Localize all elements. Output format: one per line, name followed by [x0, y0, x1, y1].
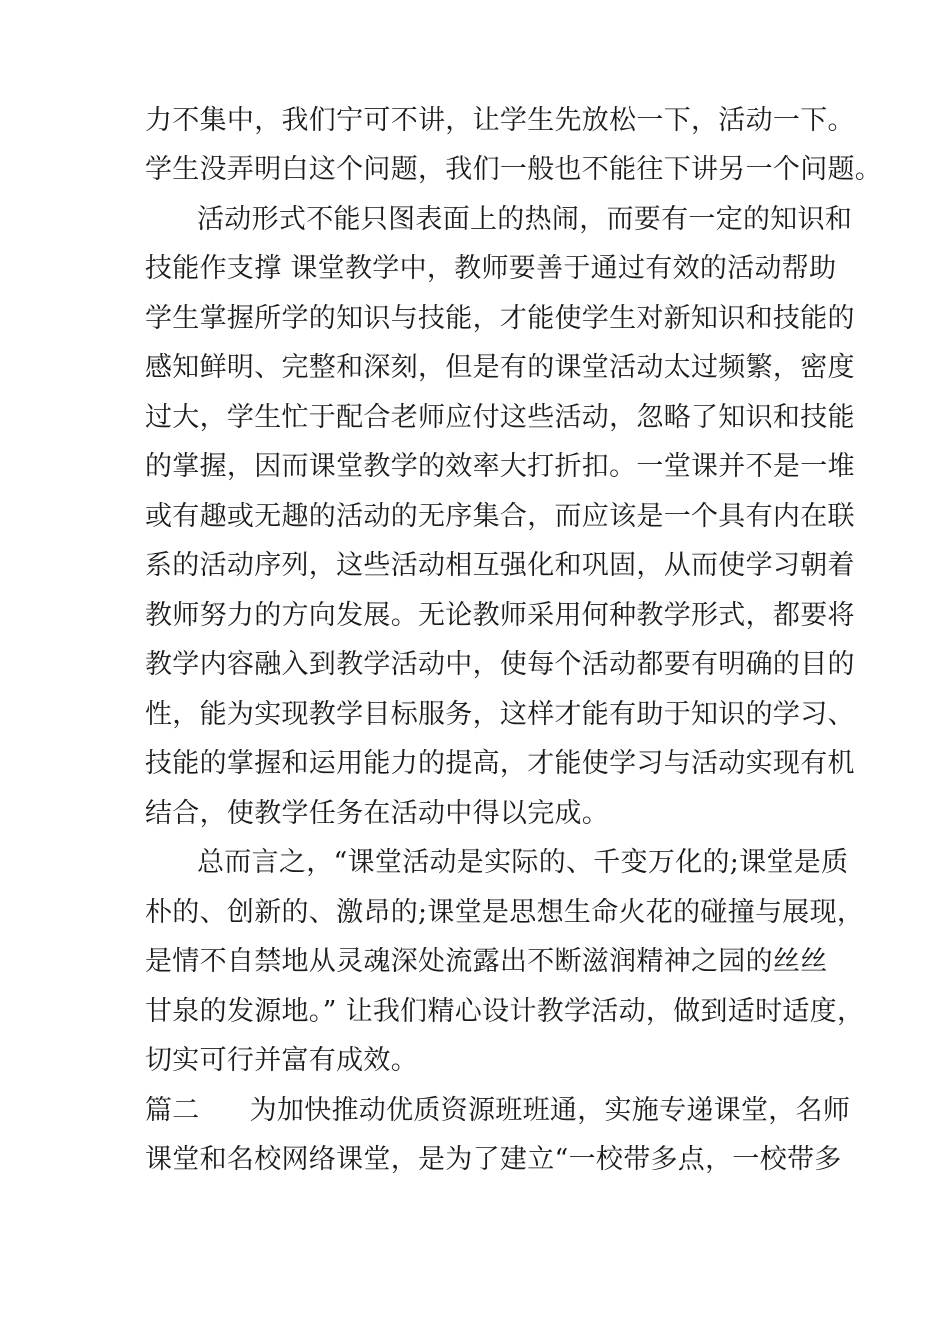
- text-line: 技能的掌握和运用能力的提高，才能使学习与活动实现有机: [145, 748, 855, 779]
- text-line: 甘泉的发源地。” 让我们精心设计教学活动，做到适时适度，: [145, 996, 865, 1027]
- text-line: 是情不自禁地从灵魂深处流露出不断滋润精神之园的丝丝: [145, 946, 828, 977]
- text-line: 学生没弄明白这个问题，我们一般也不能往下讲另一个问题。: [145, 154, 883, 185]
- text-line: 教学内容融入到教学活动中，使每个活动都要有明确的目的: [145, 649, 855, 680]
- text-line: 性，能为实现教学目标服务，这样才能有助于知识的学习、: [145, 699, 855, 730]
- paragraph-start-line: 总而言之，“课堂活动是实际的、千变万化的;课堂是质: [197, 847, 849, 878]
- text-line: 感知鲜明、完整和深刻，但是有的课堂活动太过频繁，密度: [145, 352, 855, 383]
- text-line: 结合，使教学任务在活动中得以完成。: [145, 798, 610, 829]
- text-line: 课堂和名校网络课堂，是为了建立“一校带多点，一校带多: [145, 1144, 842, 1175]
- section-heading-line: [145, 1094, 850, 1128]
- text-line: 过大，学生忙于配合老师应付这些活动，忽略了知识和技能: [145, 402, 855, 433]
- text-line: 的掌握，因而课堂教学的效率大打折扣。一堂课并不是一堆: [145, 451, 855, 482]
- section-text: 为加快推动优质资源班班通，实施专递课堂，名师: [249, 1095, 851, 1126]
- paragraph-start-line: 活动形式不能只图表面上的热闹，而要有一定的知识和: [197, 204, 853, 235]
- text-line: 教师努力的方向发展。无论教师采用何种教学形式，都要将: [145, 600, 855, 631]
- text-line: 学生掌握所学的知识与技能，才能使学生对新知识和技能的: [145, 303, 855, 334]
- text-line: 系的活动序列，这些活动相互强化和巩固，从而使学习朝着: [145, 550, 855, 581]
- text-line: 或有趣或无趣的活动的无序集合，而应该是一个具有内在联: [145, 501, 855, 532]
- text-line: 力不集中，我们宁可不讲，让学生先放松一下，活动一下。: [145, 105, 855, 136]
- text-line: 切实可行并富有成效。: [145, 1045, 418, 1076]
- text-line: 朴的、创新的、激昂的;课堂是思想生命火花的碰撞与展现，: [145, 897, 865, 928]
- text-line: 技能作支撑 课堂教学中，教师要善于通过有效的活动帮助: [145, 253, 837, 284]
- section-label: 篇二: [145, 1095, 200, 1126]
